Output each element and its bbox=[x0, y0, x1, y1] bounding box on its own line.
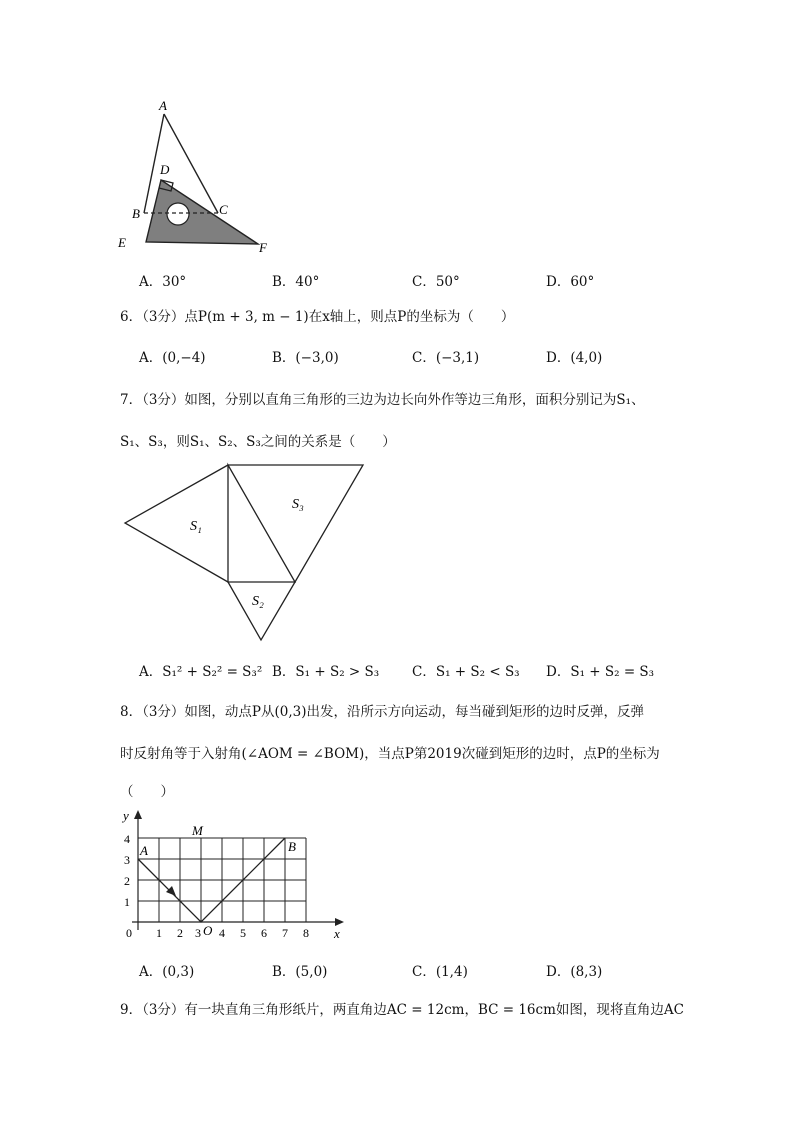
q8-option-c[interactable]: C．(1,4) bbox=[412, 964, 468, 980]
x-tick-3: 3 bbox=[195, 926, 201, 940]
q5-option-d[interactable]: D．60° bbox=[546, 274, 595, 290]
q7-triangle-s3 bbox=[228, 465, 363, 582]
q6-option-b[interactable]: B．(−3,0) bbox=[272, 350, 339, 366]
label-m: M bbox=[192, 823, 203, 838]
q7-figure bbox=[120, 460, 370, 650]
label-s3: S₃ bbox=[292, 497, 304, 512]
label-e: E bbox=[118, 235, 126, 250]
x-tick-1: 1 bbox=[156, 926, 162, 940]
label-a: A bbox=[159, 98, 167, 113]
x-tick-6: 6 bbox=[261, 926, 267, 940]
q7-option-d[interactable]: D．S₁ + S₂ = S₃ bbox=[546, 664, 655, 680]
y-axis-arrow bbox=[134, 810, 142, 819]
y-tick-3: 3 bbox=[124, 853, 130, 867]
label-f: F bbox=[259, 240, 267, 255]
label-b: B bbox=[288, 839, 296, 854]
x-tick-7: 7 bbox=[282, 926, 288, 940]
q6-stem: 6．（3分）点P(m + 3, m − 1)在x轴上，则点P的坐标为（ ） bbox=[120, 309, 515, 325]
label-b: B bbox=[132, 206, 140, 221]
q6-option-d[interactable]: D．(4,0) bbox=[546, 350, 603, 366]
q7-right-triangle bbox=[228, 465, 295, 582]
label-o: O bbox=[203, 923, 213, 938]
q7-stem-line1: 7．（3分）如图，分别以直角三角形的三边为边长向外作等边三角形，面积分别记为S₁、 bbox=[120, 392, 645, 408]
label-c: C bbox=[219, 202, 228, 217]
x-tick-8: 8 bbox=[303, 926, 309, 940]
q8-direction-arrow bbox=[166, 886, 176, 896]
y-tick-1: 1 bbox=[124, 895, 130, 909]
q8-stem-line2: 时反射角等于入射角(∠AOM = ∠BOM)，当点P第2019次碰到矩形的边时，点P的坐标为 bbox=[120, 746, 660, 762]
label-s1: S₁ bbox=[190, 519, 202, 534]
label-a: A bbox=[140, 843, 148, 858]
label-d: D bbox=[160, 162, 170, 177]
q9-stem-line1: 9．（3分）有一块直角三角形纸片，两直角边AC = 12cm，BC = 16cm如图，现将直角边AC bbox=[120, 1002, 684, 1018]
q5-figure bbox=[110, 96, 290, 261]
x-axis-arrow bbox=[335, 918, 344, 926]
q8-option-b[interactable]: B．(5,0) bbox=[272, 964, 328, 980]
q8-option-a[interactable]: A．(0,3) bbox=[139, 964, 195, 980]
label-s2: S₂ bbox=[252, 594, 264, 609]
y-tick-4: 4 bbox=[124, 832, 130, 846]
q7-triangle-s2 bbox=[228, 582, 295, 640]
x-tick-2: 2 bbox=[177, 926, 183, 940]
label-origin: 0 bbox=[126, 926, 132, 940]
q6-option-a[interactable]: A．(0,−4) bbox=[139, 350, 206, 366]
q7-stem-line2: S₁、S₃，则S₁、S₂、S₃之间的关系是（ ） bbox=[120, 434, 396, 450]
q6-option-c[interactable]: C．(−3,1) bbox=[412, 350, 480, 366]
q7-option-b[interactable]: B．S₁ + S₂ > S₃ bbox=[272, 664, 380, 680]
q8-option-d[interactable]: D．(8,3) bbox=[546, 964, 603, 980]
q5-option-c[interactable]: C．50° bbox=[412, 274, 460, 290]
q5-option-a[interactable]: A．30° bbox=[139, 274, 187, 290]
q8-stem-line1: 8．（3分）如图，动点P从(0,3)出发，沿所示方向运动，每当碰到矩形的边时反弹，反弹 bbox=[120, 704, 645, 720]
q8-figure bbox=[118, 808, 358, 948]
q8-stem-line3: （ ） bbox=[120, 784, 174, 800]
label-y: y bbox=[123, 808, 129, 823]
label-x: x bbox=[334, 926, 340, 941]
y-tick-2: 2 bbox=[124, 874, 130, 888]
q8-grid bbox=[138, 838, 306, 922]
q7-triangle-s1 bbox=[125, 465, 228, 582]
q5-option-b[interactable]: B．40° bbox=[272, 274, 320, 290]
hole bbox=[167, 203, 189, 225]
q7-option-a[interactable]: A．S₁² + S₂² = S₃² bbox=[139, 664, 263, 680]
x-tick-5: 5 bbox=[240, 926, 246, 940]
x-tick-4: 4 bbox=[219, 926, 225, 940]
q7-option-c[interactable]: C．S₁ + S₂ < S₃ bbox=[412, 664, 520, 680]
